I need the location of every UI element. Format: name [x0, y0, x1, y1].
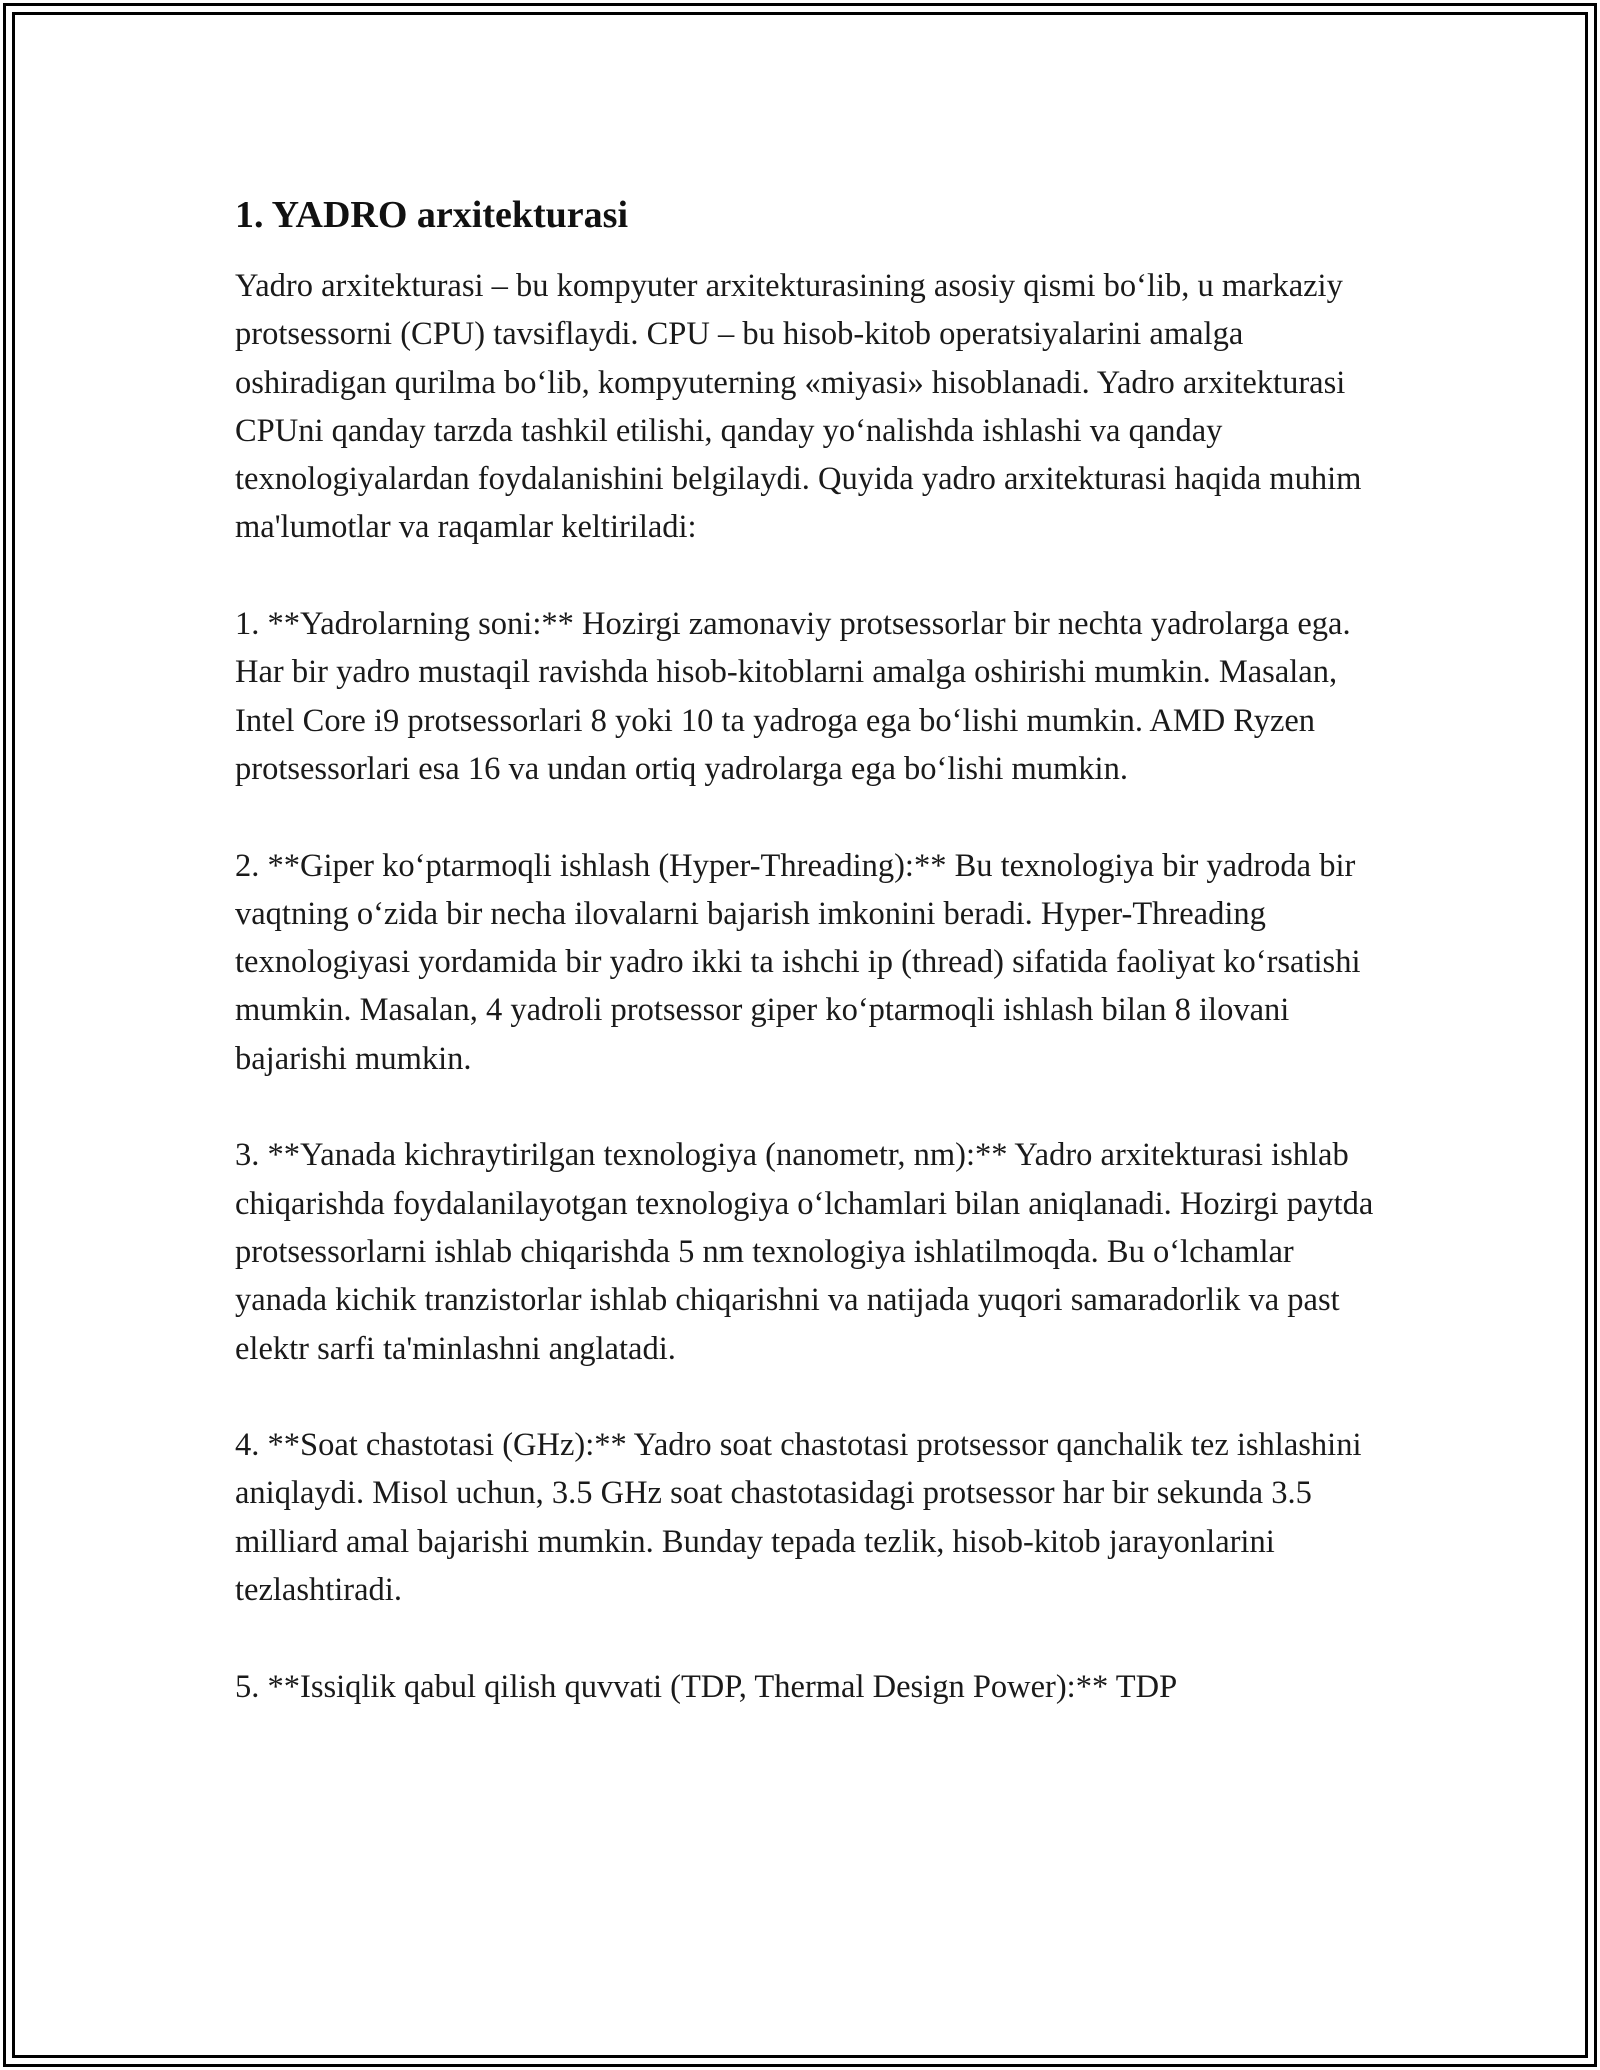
- list-item-process-node: 3. **Yanada kichraytirilgan texnologiya (nanometr, nm):** Yadro arxitekturasi ishlab chiqarishda foydalanilayotgan texnologiya o‘lchamlari bilan aniqlanadi. Hozirgi paytda protsessorlarni ishlab chiqarishda 5 nm texnologiya ishlatilmoqda. Bu o‘lchamlar yanada kichik tranzistorlar ishlab chiqarishni va natijada yuqori samaradorlik va past elektr sarfi ta'minlashni anglatadi.: [235, 1137, 1374, 1367]
- intro-paragraph: Yadro arxitekturasi – bu kompyuter arxitekturasining asosiy qismi bo‘lib, u markaziy protsessorni (CPU) tavsiflaydi. CPU – bu hisob-kitob operatsiyalarini amalga oshiradigan qurilma bo‘lib, kompyuterning «miyasi» hisoblanadi. Yadro arxitekturasi CPUni qanday tarzda tashkil etilishi, qanday yo‘nalishda ishlashi va qanday texnologiyalardan foydalanishini belgilaydi. Quyida yadro arxitekturasi haqida muhim ma'lumotlar va raqamlar keltiriladi:: [235, 268, 1362, 546]
- section-heading: 1. YADRO arxitekturasi: [235, 194, 629, 236]
- list-item-clock-speed: 4. **Soat chastotasi (GHz):** Yadro soat chastotasi protsessor qanchalik tez ishlashini aniqlaydi. Misol uchun, 3.5 GHz soat chastotasidagi protsessor har bir sekunda 3.5 milliard amal bajarishi mumkin. Bunday tepada tezlik, hisob-kitob jarayonlarini tezlashtiradi.: [235, 1427, 1362, 1609]
- list-item-tdp: 5. **Issiqlik qabul qilish quvvati (TDP, Thermal Design Power):** TDP: [235, 1668, 1178, 1705]
- list-item-cores: 1. **Yadrolarning soni:** Hozirgi zamonaviy protsessorlar bir nechta yadrolarga ega. Har bir yadro mustaqil ravishda hisob-kitoblarni amalga oshirishi mumkin. Masalan, Intel Core i9 protsessorlari 8 yoki 10 ta yadroga ega bo‘lishi mumkin. AMD Ryzen protsessorlari esa 16 va undan ortiq yadrolarga ega bo‘lishi mumkin.: [235, 606, 1351, 787]
- document-body: [235, 188, 1385, 1711]
- list-item-hyper-threading: 2. **Giper ko‘ptarmoqli ishlash (Hyper-Threading):** Bu texnologiya bir yadroda bir vaqtning o‘zida bir necha ilovalarni bajarish imkonini beradi. Hyper-Threading texnologiyasi yordamida bir yadro ikki ta ishchi ip (thread) sifatida faoliyat ko‘rsatishi mumkin. Masalan, 4 yadroli protsessor giper ko‘ptarmoqli ishlash bilan 8 ilovani bajarishi mumkin.: [235, 847, 1361, 1077]
